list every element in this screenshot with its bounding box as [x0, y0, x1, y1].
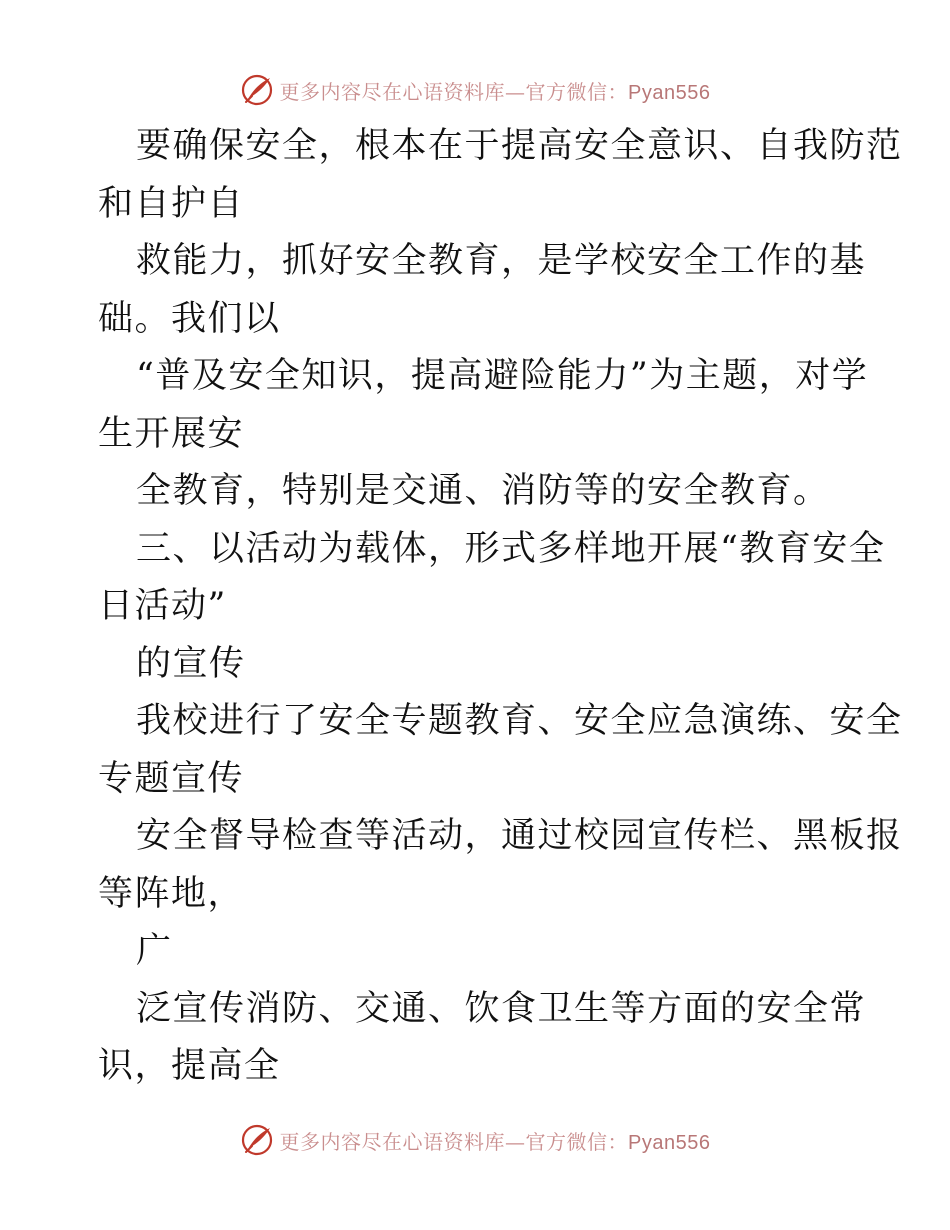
body-line: 专题宣传	[98, 758, 245, 799]
feather-pen-circle-icon	[240, 1123, 274, 1157]
body-line: 础。我们以	[98, 298, 281, 339]
body-line: 三、以活动为载体，形式多样地开展“教育安全	[136, 528, 886, 569]
body-line: 要确保安全，根本在于提高安全意识、自我防范	[136, 126, 903, 166]
header-watermark-mid: 官方微信：	[525, 79, 629, 104]
body-line: 识，提高全	[98, 1046, 281, 1086]
footer-watermark-text	[280, 1126, 711, 1155]
body-line: 生开展安	[98, 413, 245, 454]
body-line: “普及安全知识，提高避险能力”为主题，对学	[136, 356, 869, 396]
header-watermark-cn: 更多内容尽在心语资料库	[279, 79, 506, 104]
feather-pen-circle-icon	[240, 73, 274, 107]
document-body	[98, 118, 903, 1096]
body-line: 等阵地，	[98, 873, 245, 914]
header-watermark	[0, 70, 950, 110]
body-line: 的宣传	[136, 643, 246, 684]
footer-watermark	[0, 1120, 950, 1160]
body-line: 日活动”	[98, 586, 227, 626]
body-line: 和自护自	[98, 183, 245, 224]
body-line: 我校进行了安全专题教育、安全应急演练、安全	[136, 701, 903, 741]
body-line: 全教育，特别是交通、消防等的安全教育。	[136, 471, 830, 511]
header-watermark-dash: —	[505, 79, 526, 104]
header-watermark-text	[280, 76, 711, 105]
footer-watermark-dash: —	[505, 1129, 526, 1154]
header-watermark-latin: Pyan556	[628, 81, 711, 104]
footer-watermark-cn: 更多内容尽在心语资料库	[279, 1129, 506, 1154]
body-line: 救能力，抓好安全教育，是学校安全工作的基	[136, 241, 867, 281]
body-line: 泛宣传消防、交通、饮食卫生等方面的安全常	[136, 988, 867, 1029]
body-line: 安全督导检查等活动，通过校园宣传栏、黑板报	[136, 816, 903, 856]
footer-watermark-mid: 官方微信：	[525, 1129, 629, 1154]
body-line: 广	[136, 931, 173, 971]
footer-watermark-latin: Pyan556	[628, 1131, 711, 1154]
